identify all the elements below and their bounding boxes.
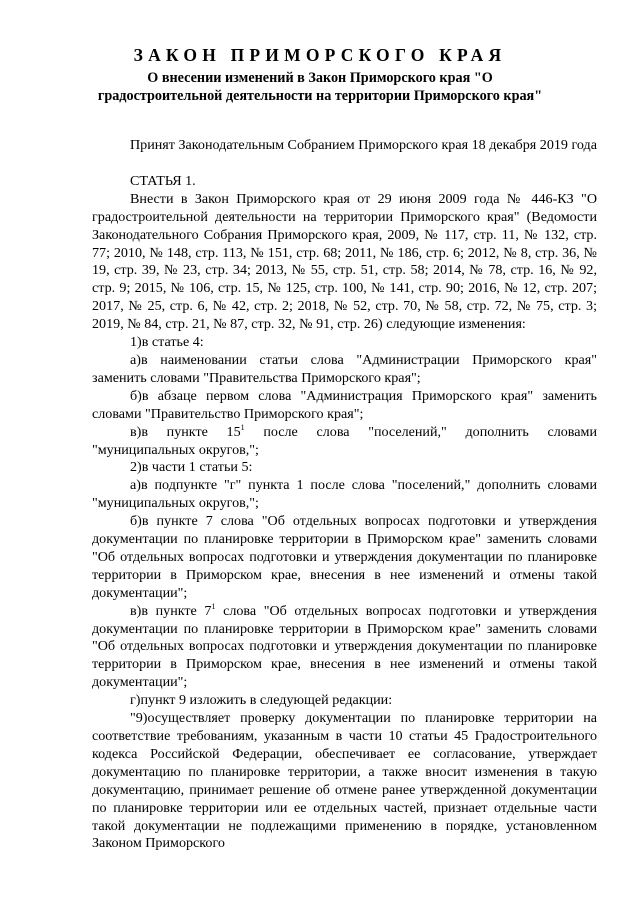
item-1c-suffix: после слова "поселений," дополнить словами "муниципальных округов,"; (92, 423, 597, 458)
item-2c-suffix: слова "Об отдельных вопросах подготовки и утверждения документации по планировке территории в Приморском крае" заменить словами "Об отдельных вопросах подготовки и утверждения документации по планировке территории в Приморском крае, внесения в нее изменений и отмены такой документации"; (92, 602, 597, 691)
item-2c-superscript: 1 (211, 601, 216, 611)
item-2d-text: "9)осуществляет проверку документации по планировке территории на соответствие требованиям, указанным в части 10 статьи 45 Градостроительного кодекса Российской Федерации, обеспечивает ее согласование, утверждает документацию по планировке территории, а также вносит изменения в такую документацию, принимает решение об отмене ранее утвержденной документации по планировке территории или ее отдельных частей, признает отдельные части такой документации не подлежащими применению в порядке, установленном Законом Приморского (92, 710, 597, 852)
law-title: ЗАКОН ПРИМОРСКОГО КРАЯ (133, 45, 507, 65)
item-1c-superscript: 1 (240, 422, 245, 432)
item-1b: б)в абзаце первом слова "Администрация Приморского края" заменить словами "Правительство Приморского края"; (92, 387, 597, 422)
item-1c (92, 424, 597, 460)
item-2a: а)в подпункте "г" пункта 1 после слова "поселений," дополнить словами "муниципальных округов,"; (92, 477, 597, 512)
item-1c-prefix: в)в пункте 15 (130, 423, 241, 440)
law-subtitle-line-1: О внесении изменений в Закон Приморского края "О (147, 70, 493, 86)
item-1a: а)в наименовании статьи слова "Администрации Приморского края" заменить словами "Правительства Приморского края"; (92, 351, 597, 386)
item-1: 1)в статье 4: (130, 334, 204, 351)
document-body (92, 119, 597, 853)
adoption-statement: Принят Законодательным Собранием Приморского края 18 декабря 2019 года (130, 137, 597, 153)
article-heading: СТАТЬЯ 1. (130, 172, 196, 189)
law-subtitle-line-2: градостроительной деятельности на территории Приморского края" (97, 88, 543, 104)
item-2c (92, 603, 597, 693)
item-2d: г)пункт 9 изложить в следующей редакции: (130, 692, 393, 709)
item-2c-prefix: в)в пункте 7 (130, 602, 212, 619)
item-2: 2)в части 1 статьи 5: (130, 459, 253, 476)
item-2b: б)в пункте 7 слова "Об отдельных вопросах подготовки и утверждения документации по планировке территории в Приморском крае" заменить словами "Об отдельных вопросах подготовки и утверждения документации по планировке территории в Приморском крае, внесения в нее изменений и отмены такой документации"; (92, 513, 597, 601)
article-intro: Внести в Закон Приморского края от 29 июня 2009 года № 446-КЗ "О градостроительной деятельности на территории Приморского края" (Ведомости Законодательного Собрания Приморского края, 2009, № 117, стр. 11, № 132, стр. 77; 2010, № 148, стр. 113, № 151, стр. 68; 2011, № 186, стр. 6; 2012, № 8, стр. 36, № 19, стр. 39, № 23, стр. 34; 2013, № 55, стр. 51, стр. 58; 2014, № 78, стр. 16, № 92, стр. 9; 2015, № 106, стр. 15, № 125, стр. 100, № 141, стр. 90; 2016, № 12, стр. 207; 2017, № 25, стр. 6, № 42, стр. 2; 2018, № 52, стр. 70, № 58, стр. 72, № 75, стр. 3; 2019, № 84, стр. 21, № 87, стр. 32, № 91, стр. 26) следующие изменения: (92, 190, 597, 333)
